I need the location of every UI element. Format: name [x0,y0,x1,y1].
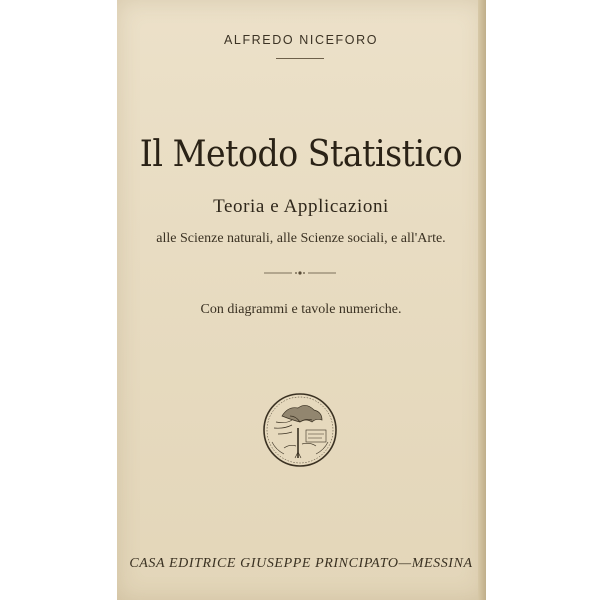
dotted-rule-ornament-icon [264,268,336,278]
book-subtitle: Teoria e Applicazioni [213,196,389,217]
author-underline [276,58,324,59]
publisher-imprint: CASA EDITRICE GIUSEPPE PRINCIPATO—MESSINA [129,556,473,571]
page-edge [478,0,486,600]
publisher-emblem-icon [262,392,338,468]
book-subtitle-secondary: alle Scienze naturali, alle Scienze sociali, e all'Arte. [156,231,446,246]
book-tagline: Con diagrammi e tavole numeriche. [200,302,402,317]
book-page [117,0,485,600]
book-title: Il Metodo Statistico [139,134,463,175]
author-name: ALFREDO NICEFORO [223,33,379,47]
